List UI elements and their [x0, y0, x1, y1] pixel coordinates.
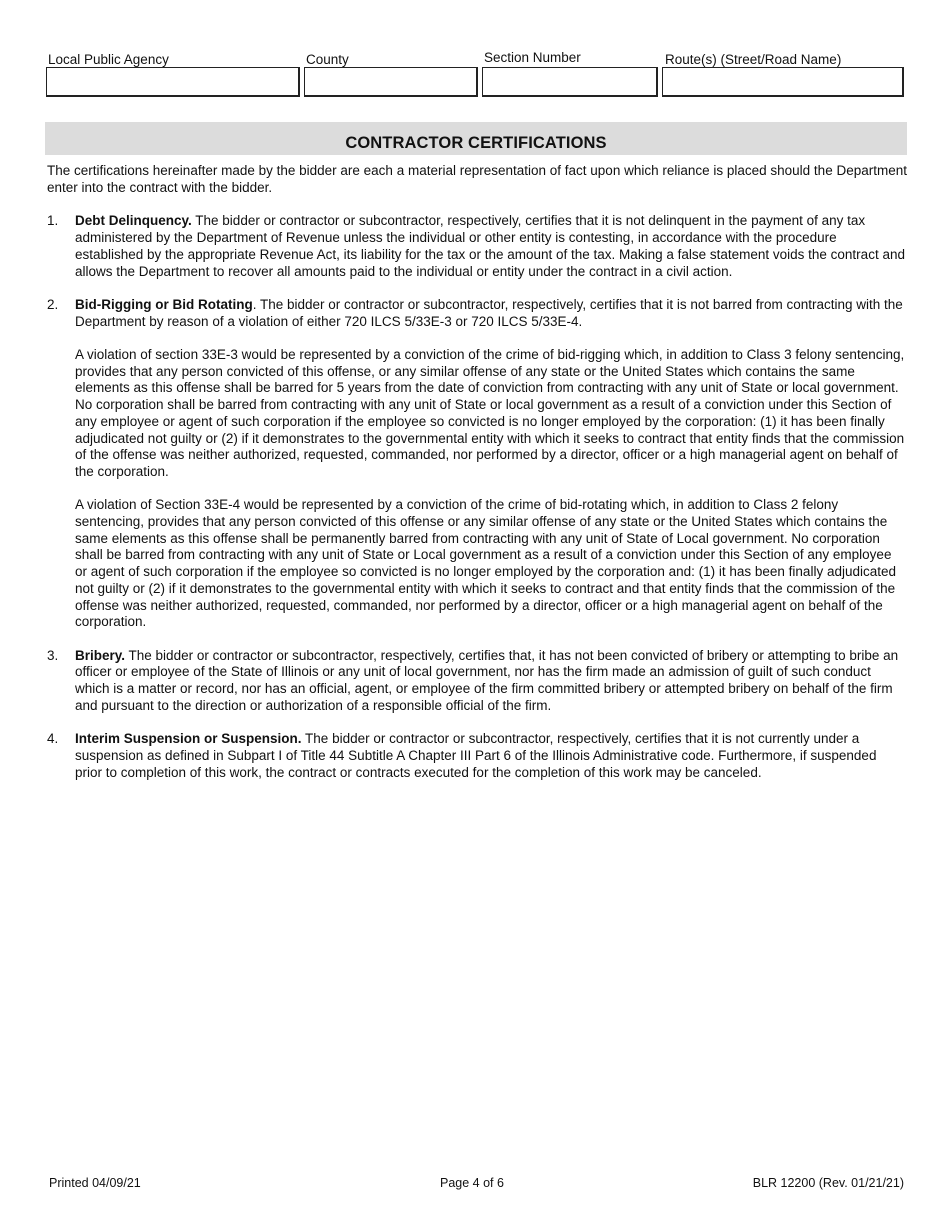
- item-text: The bidder or contractor or subcontractor, respectively, certifies that it is not currently under a suspension as defined in Subpart I of Title 44 Subtitle A Chapter III Part 6 of the Illinois Administrative code. Furthermore, if suspended prior to completion of this work, the contract or contracts executed for the completion of this work may be canceled.: [75, 731, 877, 780]
- certification-item-debt-delinquency: [47, 213, 907, 280]
- item-title: Interim Suspension or Suspension.: [75, 731, 302, 747]
- item-paragraph-33e-3: A violation of section 33E-3 would be represented by a conviction of the crime of bid-rigging which, in addition to Class 3 felony sentencing, provides that any person convicted of this offense, or any similar offense of any state or the United States which contains the same elements as this offense shall be barred for 5 years from the date of conviction from contracting with any unit of State or local government. No corporation shall be barred from contracting with any unit of State or local government as a result of a conviction under this Section of any employee or agent of such corporation if the employee so convicted is no longer employed by the corporation: (1) it has been finally adjudicated not guilty or (2) if it demonstrates to the governmental entity with which it seeks to contract that entity finds that the commission of the offense was neither authorized, requested, commanded, nor performed by a director, officer or a high managerial agent on behalf of the corporation.: [75, 347, 905, 479]
- local-public-agency-label: Local Public Agency: [48, 52, 169, 67]
- form-number: BLR 12200 (Rev. 01/21/21): [752, 1176, 904, 1190]
- routes-field[interactable]: [662, 67, 904, 97]
- page-number: Page 4 of 6: [440, 1176, 504, 1190]
- certification-item-bid-rigging: [47, 297, 907, 631]
- county-label: County: [306, 52, 349, 67]
- item-text: The bidder or contractor or subcontractor, respectively, certifies that, it has not been convicted of bribery or attempting to bribe an officer or employee of the State of Illinois or any unit of local government, nor has the firm made an admission of guilt of such conduct which is a matter or record, nor has an official, agent, or employee of the firm committed bribery or attempted bribery on behalf of the firm and pursuant to the direction or authorization of a responsible official of the firm.: [75, 647, 899, 713]
- intro-paragraph: The certifications hereinafter made by the bidder are each a material representation of fact upon which reliance is placed should the Department enter into the contract with the bidder.: [47, 163, 907, 195]
- section-number-label: Section Number: [484, 50, 581, 65]
- certification-item-suspension: [47, 731, 907, 781]
- item-text: The bidder or contractor or subcontractor, respectively, certifies that it is not delinquent in the payment of any tax administered by the Department of Revenue unless the individual or other entity is contesting, in accordance with the procedure established by the appropriate Revenue Act, its liability for the tax or the amount of the tax. Making a false statement voids the contract and allows the Department to recover all amounts paid to the individual or entity under the contract in a civil action.: [75, 213, 905, 279]
- certification-item-bribery: [47, 648, 907, 715]
- item-text: . The bidder or contractor or subcontractor, respectively, certifies that it is not barred from contracting with the Department by reason of a violation of either 720 ILCS 5/33E-3 or 720 ILCS 5/33E-4.: [75, 296, 903, 329]
- item-number: 1.: [47, 213, 59, 229]
- item-title: Debt Delinquency.: [75, 213, 192, 229]
- item-title: Bid-Rigging or Bid Rotating: [75, 296, 253, 312]
- item-number: 2.: [47, 296, 59, 312]
- local-public-agency-field[interactable]: [46, 67, 300, 97]
- routes-label: Route(s) (Street/Road Name): [665, 52, 842, 67]
- item-paragraph-33e-4: A violation of Section 33E-4 would be represented by a conviction of the crime of bid-rotating which, in addition to Class 2 felony sentencing, provides that any person convicted of this offense or any similar offense of any state or the United States which contains the same elements as this offense shall be permanently barred from contracting with any unit of State of Local government. No corporation shall be barred from contracting with any unit of State or Local government as a result of a conviction under this Section of any employee or agent of such corporation if the employee so convicted is no longer employed by the corporation and: (1) it has been finally adjudicated not guilty or (2) if it demonstrates to the governmental entity with which it seeks to contract and that entity finds that the commission of the offense was neither authorized, requested, commanded, nor performed by a director, officer or a high managerial agent on behalf of the corporation.: [75, 497, 896, 630]
- item-number: 3.: [47, 647, 59, 663]
- county-field[interactable]: [304, 67, 478, 97]
- item-number: 4.: [47, 731, 59, 747]
- certifications-body: [47, 163, 907, 798]
- item-title: Bribery.: [75, 647, 126, 663]
- section-number-field[interactable]: [482, 67, 658, 97]
- section-title: CONTRACTOR CERTIFICATIONS: [45, 122, 907, 155]
- printed-date: Printed 04/09/21: [49, 1176, 141, 1190]
